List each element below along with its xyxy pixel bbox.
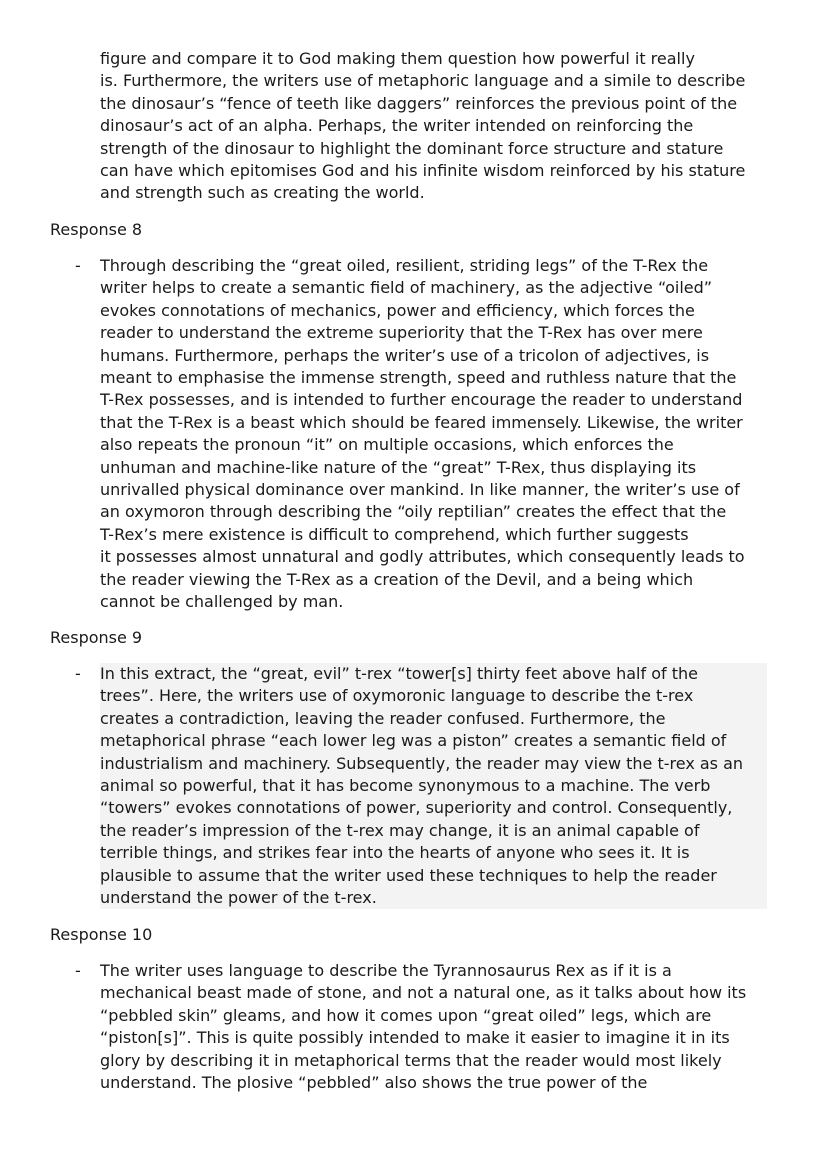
text-line: T-Rex possesses, and is intended to further encourage the reader to understand	[100, 390, 743, 410]
text-line: “towers” evokes connotations of power, superiority and control. Consequently,	[100, 798, 733, 818]
text-line: trees”. Here, the writers use of oxymoronic language to describe the t-rex	[100, 686, 694, 706]
text-line: The writer uses language to describe the Tyrannosaurus Rex as if it is a	[100, 961, 672, 980]
text-line: glory by describing it in metaphorical terms that the reader would most likely	[100, 1050, 722, 1070]
text-line: terrible things, and strikes fear into the hearts of anyone who sees it. It is	[100, 843, 690, 863]
text-line: and strength such as creating the world.	[100, 183, 425, 203]
response-9-paragraph	[100, 663, 767, 909]
text-line: “piston[s]”. This is quite possibly intended to make it easier to imagine it in its	[100, 1028, 730, 1048]
text-line: In this extract, the “great, evil” t-rex “tower[s] thirty feet above half of the	[100, 664, 698, 683]
text-line: plausible to assume that the writer used these techniques to help the reader	[100, 865, 717, 885]
text-line: the reader viewing the T-Rex as a creation of the Devil, and a being which	[100, 569, 694, 589]
text-line: also repeats the pronoun “it” on multiple occasions, which enforces the	[100, 435, 674, 455]
text-line: is. Furthermore, the writers use of metaphoric language and a simile to describe	[100, 71, 746, 91]
text-line: mechanical beast made of stone, and not a natural one, as it talks about how its	[100, 983, 747, 1003]
text-line: it possesses almost unnatural and godly attributes, which consequently leads to	[100, 547, 745, 567]
text-line: evokes connotations of mechanics, power and efficiency, which forces the	[100, 300, 695, 320]
text-line: writer helps to create a semantic field of machinery, as the adjective “oiled”	[100, 278, 713, 298]
response-8-paragraph	[100, 255, 790, 614]
text-line: the reader’s impression of the t-rex may change, it is an animal capable of	[100, 820, 700, 840]
text-line: Through describing the “great oiled, resilient, striding legs” of the T-Rex the	[100, 256, 709, 275]
text-line: cannot be challenged by man.	[100, 592, 344, 612]
response-10-heading: Response 10	[50, 925, 153, 944]
response-8-heading: Response 8	[50, 220, 143, 239]
text-line: figure and compare it to God making them question how powerful it really	[100, 49, 695, 68]
text-line: unrivalled physical dominance over mankind. In like manner, the writer’s use of	[100, 480, 740, 500]
response-10-bullet: -	[75, 961, 81, 980]
text-line: creates a contradiction, leaving the reader confused. Furthermore, the	[100, 708, 666, 728]
response-8-bullet: -	[75, 256, 81, 275]
text-line: understand the power of the t-rex.	[100, 888, 377, 908]
response-10-paragraph	[100, 960, 790, 1094]
text-line: strength of the dinosaur to highlight the dominant force structure and stature	[100, 138, 724, 158]
text-line: meant to emphasise the immense strength, speed and ruthless nature that the	[100, 368, 737, 388]
text-line: metaphorical phrase “each lower leg was a piston” creates a semantic field of	[100, 731, 727, 751]
text-line: T-Rex’s mere existence is difficult to comprehend, which further suggests	[100, 524, 689, 544]
text-line: “pebbled skin” gleams, and how it comes upon “great oiled” legs, which are	[100, 1005, 712, 1025]
text-line: understand. The plosive “pebbled” also shows the true power of the	[100, 1073, 648, 1093]
text-line: humans. Furthermore, perhaps the writer’s use of a tricolon of adjectives, is	[100, 345, 710, 365]
text-line: an oxymoron through describing the “oily reptilian” creates the effect that the	[100, 502, 727, 522]
text-line: can have which epitomises God and his infinite wisdom reinforced by his stature	[100, 161, 746, 181]
text-line: reader to understand the extreme superiority that the T-Rex has over mere	[100, 323, 703, 343]
response-9-heading: Response 9	[50, 628, 143, 647]
text-line: the dinosaur’s “fence of teeth like daggers” reinforces the previous point of the	[100, 93, 738, 113]
text-line: unhuman and machine-like nature of the “great” T-Rex, thus displaying its	[100, 457, 697, 477]
text-line: industrialism and machinery. Subsequently, the reader may view the t-rex as an	[100, 753, 744, 773]
continuation-paragraph	[100, 48, 790, 205]
text-line: dinosaur’s act of an alpha. Perhaps, the writer intended on reinforcing the	[100, 116, 694, 136]
text-line: that the T-Rex is a beast which should be feared immensely. Likewise, the writer	[100, 412, 743, 432]
text-line: animal so powerful, that it has become synonymous to a machine. The verb	[100, 776, 711, 796]
response-9-bullet: -	[75, 664, 81, 683]
